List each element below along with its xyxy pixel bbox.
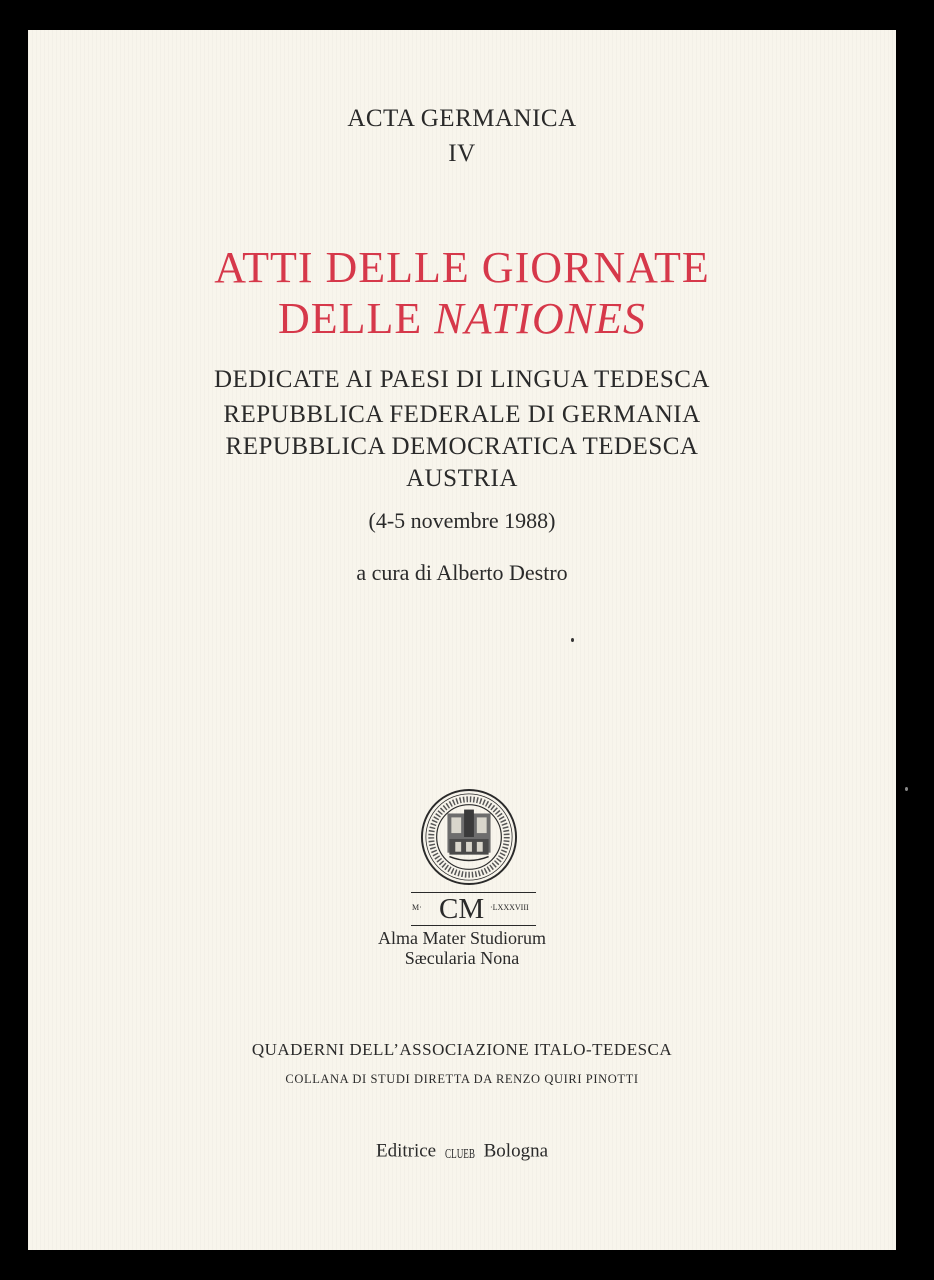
anniversary-left: M·: [412, 903, 422, 912]
publisher-prefix: Editrice: [375, 1140, 437, 1162]
collection-footer: COLLANA DI STUDI DIRETTA DA RENZO QUIRI PINOTTI: [285, 1072, 639, 1086]
publisher-logo-text: CLUEB: [444, 1146, 475, 1162]
anniversary-line-1: Alma Mater Studiorum: [378, 928, 546, 948]
editor-credit: a cura di Alberto Destro: [356, 560, 568, 585]
series-name: ACTA GERMANICA: [347, 105, 577, 132]
title-line-2: [28, 293, 896, 344]
anniversary-numeral: CM: [439, 893, 485, 925]
anniversary-mark: [411, 892, 536, 926]
anniversary-line-2: Sæcularia Nona: [404, 948, 520, 968]
subtitle-line: REPUBBLICA DEMOCRATICA TEDESCA: [225, 433, 699, 460]
scan-speck: [905, 787, 908, 791]
publisher-logo-icon: [445, 1142, 475, 1162]
volume-number: IV: [448, 140, 476, 167]
book-cover: [28, 30, 896, 1250]
publisher-city: Bologna: [483, 1140, 549, 1162]
university-seal-icon: [420, 788, 518, 886]
anniversary-right: ·LXXXVIII: [490, 903, 529, 912]
title-line-1: ATTI DELLE GIORNATE: [214, 243, 710, 292]
subtitle-line: DEDICATE AI PAESI DI LINGUA TEDESCA: [214, 366, 710, 393]
subtitle-line: REPUBBLICA FEDERALE DI GERMANIA: [223, 401, 701, 428]
publisher-line: [28, 1140, 896, 1163]
title-line-2-prefix: DELLE: [277, 294, 423, 343]
paper-speck: [571, 638, 574, 642]
conference-dates: (4-5 novembre 1988): [368, 508, 556, 533]
series-footer: QUADERNI DELL’ASSOCIAZIONE ITALO-TEDESCA: [251, 1040, 673, 1059]
title-line-2-italic: NATIONES: [434, 294, 646, 343]
subtitle-line: AUSTRIA: [406, 465, 518, 492]
